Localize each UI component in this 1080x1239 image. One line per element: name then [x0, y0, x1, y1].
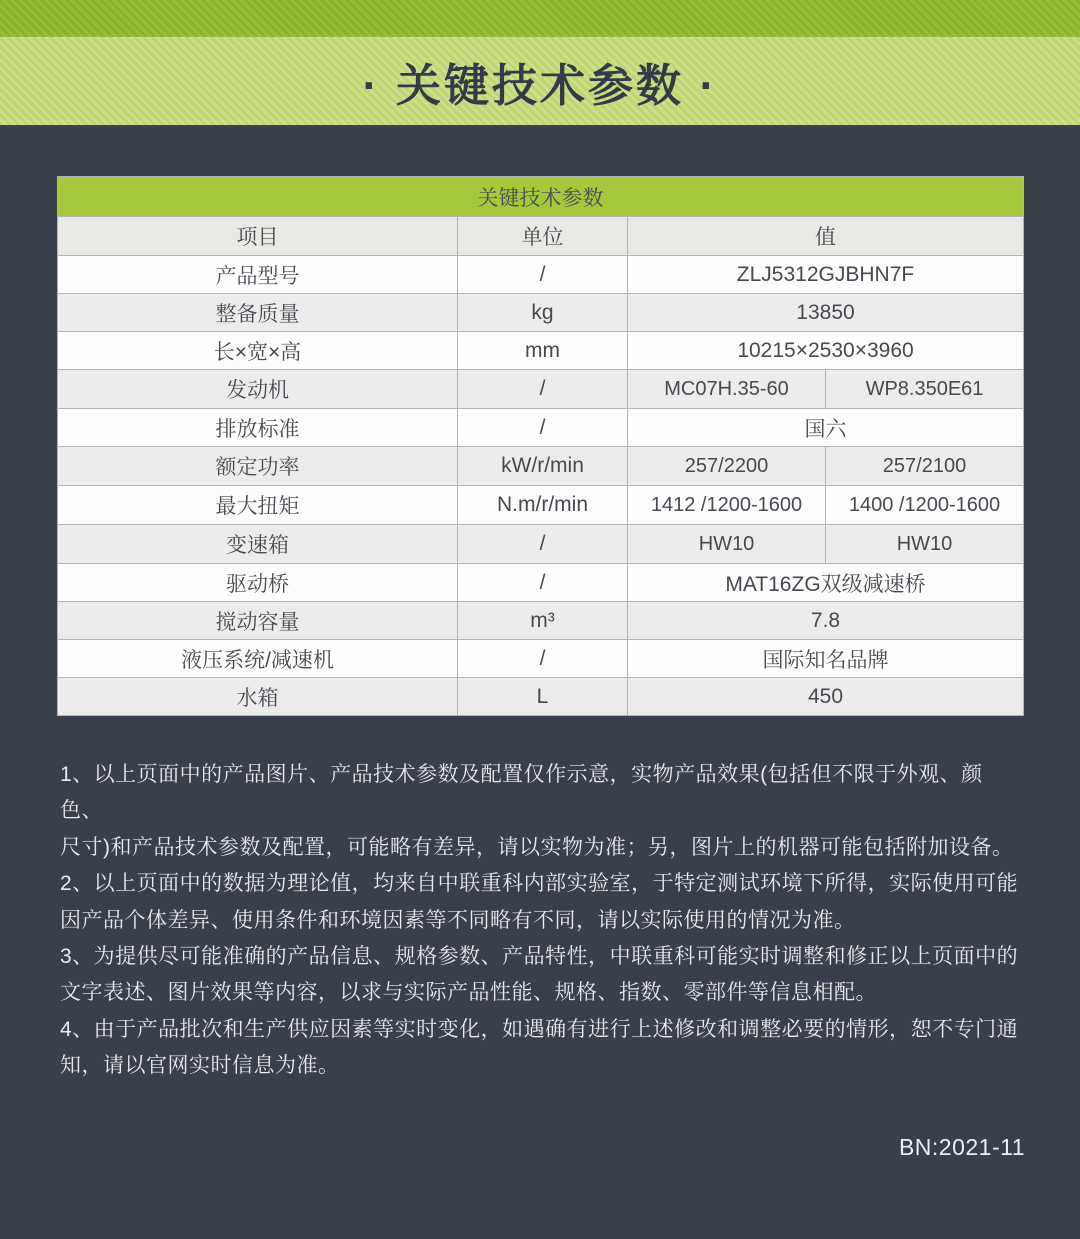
item-cell: 搅动容量 [58, 602, 458, 640]
unit-cell: / [458, 256, 628, 294]
item-cell: 整备质量 [58, 294, 458, 332]
value-split [628, 525, 1023, 563]
value-split [628, 370, 1023, 408]
unit-cell: kg [458, 294, 628, 332]
table-row [58, 409, 1024, 447]
bn-code: BN:2021-11 [898, 1134, 1025, 1160]
unit-cell: / [458, 525, 628, 564]
disclaimer-line: 文字表述、图片效果等内容，以求与实际产品性能、规格、指数、零部件等信息相配。 [60, 981, 877, 1005]
unit-cell: m³ [458, 602, 628, 640]
value-split [628, 486, 1023, 524]
unit-cell: / [458, 640, 628, 678]
value-half: 1412 /1200-1600 [650, 493, 803, 516]
unit-cell: / [458, 409, 628, 447]
table-row [58, 564, 1024, 602]
value-half: WP8.350E61 [825, 370, 1023, 408]
table-row [58, 486, 1024, 525]
table-title-row [58, 177, 1024, 217]
value-half: 1400 /1200-1600 [825, 486, 1023, 524]
top-banner [0, 37, 1080, 125]
value-cell: 10215×2530×3960 [628, 332, 1024, 370]
table-title: 关键技术参数 [58, 177, 1024, 217]
unit-cell: N.m/r/min [458, 486, 628, 525]
page-title: · 关键技术参数 · [362, 59, 718, 111]
table-row [58, 678, 1024, 716]
disclaimer-line: 3、为提供尽可能准确的产品信息、规格参数、产品特性，中联重科可能实时调整和修正以上页面中的 [60, 945, 1019, 969]
unit-cell: kW/r/min [458, 447, 628, 486]
value-cell: 国际知名品牌 [628, 640, 1024, 678]
banner-stripe-top [0, 0, 1080, 37]
spec-table [57, 176, 1024, 716]
item-cell: 驱动桥 [58, 564, 458, 602]
item-cell: 产品型号 [58, 256, 458, 294]
column-header-item: 项目 [58, 217, 458, 256]
item-cell: 额定功率 [58, 447, 458, 486]
disclaimer-line: 4、由于产品批次和生产供应因素等实时变化，如遇确有进行上述修改和调整必要的情形，恕不专门通 [60, 1017, 1019, 1041]
disclaimer-line: 1、以上页面中的产品图片、产品技术参数及配置仅作示意，实物产品效果(包括但不限于外观、颜色、 [60, 763, 983, 823]
value-split [628, 447, 1023, 485]
value-half: HW10 [825, 525, 1023, 563]
table-row [58, 370, 1024, 409]
disclaimer [60, 757, 1022, 1085]
value-cell: ZLJ5312GJBHN7F [628, 256, 1024, 294]
value-cell [628, 447, 1024, 486]
value-cell: 7.8 [628, 602, 1024, 640]
unit-cell: / [458, 564, 628, 602]
value-cell [628, 486, 1024, 525]
value-half: HW10 [698, 532, 755, 555]
unit-cell: / [458, 370, 628, 409]
column-header-unit: 单位 [458, 217, 628, 256]
disclaimer-line: 2、以上页面中的数据为理论值，均来自中联重科内部实验室，于特定测试环境下所得，实际使用可能 [60, 872, 1019, 896]
item-cell: 最大扭矩 [58, 486, 458, 525]
table-row [58, 332, 1024, 370]
item-cell: 变速箱 [58, 525, 458, 564]
value-cell: MAT16ZG双级减速桥 [628, 564, 1024, 602]
table-column-header-row [58, 217, 1024, 256]
value-half: 257/2200 [684, 454, 769, 477]
table-row [58, 256, 1024, 294]
unit-cell: mm [458, 332, 628, 370]
unit-cell: L [458, 678, 628, 716]
value-cell [628, 370, 1024, 409]
column-header-value: 值 [628, 217, 1024, 256]
item-cell: 排放标准 [58, 409, 458, 447]
disclaimer-line: 尺寸)和产品技术参数及配置，可能略有差异，请以实物为准；另，图片上的机器可能包括附加设备。 [60, 835, 1014, 859]
value-half: MC07H.35-60 [664, 377, 789, 400]
item-cell: 液压系统/减速机 [58, 640, 458, 678]
disclaimer-line: 因产品个体差异、使用条件和环境因素等不同略有不同，请以实际使用的情况为准。 [60, 908, 856, 932]
value-cell: 13850 [628, 294, 1024, 332]
disclaimer-line: 知，请以官网实时信息为准。 [60, 1054, 340, 1078]
item-cell: 长×宽×高 [58, 332, 458, 370]
item-cell: 发动机 [58, 370, 458, 409]
value-half: 257/2100 [825, 447, 1023, 485]
table-row [58, 525, 1024, 564]
table-row [58, 602, 1024, 640]
table-row [58, 640, 1024, 678]
item-cell: 水箱 [58, 678, 458, 716]
value-cell: 国六 [628, 409, 1024, 447]
value-cell: 450 [628, 678, 1024, 716]
table-row [58, 447, 1024, 486]
table-row [58, 294, 1024, 332]
spec-table-body [58, 256, 1024, 716]
value-cell [628, 525, 1024, 564]
